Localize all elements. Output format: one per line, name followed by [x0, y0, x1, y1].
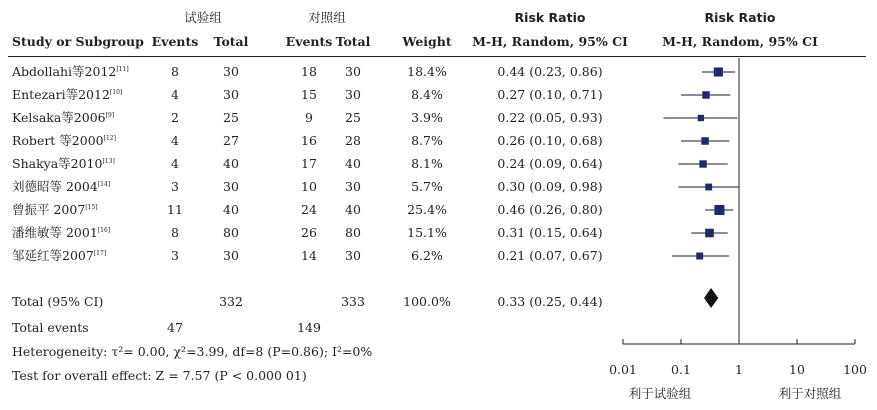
overall-effect-text: Test for overall effect: Z = 7.57 (P < 0.000 01) — [12, 368, 307, 383]
x-tick-label: 0.1 — [671, 362, 691, 377]
study-weight: 8.4% — [411, 87, 443, 102]
study-name: 潘维敏等 2001[16] — [12, 225, 111, 240]
study-total-ctrl: 40 — [345, 156, 361, 171]
study-total-exp: 30 — [223, 64, 239, 79]
study-effect-square — [705, 184, 712, 191]
study-total-ctrl: 30 — [345, 64, 361, 79]
total-ctrl-header: Total — [335, 34, 371, 49]
study-weight: 8.1% — [411, 156, 443, 171]
pooled-effect-diamond — [704, 288, 718, 308]
x-tick-label: 1 — [735, 362, 743, 377]
study-total-exp: 40 — [223, 156, 239, 171]
total-row-weight: 100.0% — [403, 294, 451, 309]
total-events-exp: 47 — [167, 320, 183, 335]
total-exp-header: Total — [213, 34, 249, 49]
x-tick-label: 100 — [843, 362, 867, 377]
study-reference: [14] — [97, 181, 111, 188]
study-weight: 6.2% — [411, 248, 443, 263]
favours-control-label: 利于对照组 — [778, 386, 842, 401]
study-effect-square — [702, 91, 709, 98]
study-name: 曾振平 2007[15] — [12, 202, 98, 217]
study-total-ctrl: 40 — [345, 202, 361, 217]
study-reference: [17] — [93, 250, 107, 257]
study-events-exp: 8 — [171, 225, 179, 240]
total-row-total-ctrl: 333 — [341, 294, 365, 309]
risk-ratio-header-right: Risk Ratio — [704, 10, 776, 25]
study-weight: 18.4% — [407, 64, 447, 79]
study-events-exp: 8 — [171, 64, 179, 79]
study-total-exp: 27 — [223, 133, 239, 148]
study-effect-square — [714, 67, 723, 76]
study-reference: [9] — [105, 112, 115, 119]
total-row-total-exp: 332 — [219, 294, 243, 309]
study-reference: [13] — [102, 158, 115, 165]
x-tick-label: 0.01 — [609, 362, 637, 377]
study-ci: 0.27 (0.10, 0.71) — [497, 87, 603, 102]
study-reference: [11] — [116, 66, 129, 73]
study-events-exp: 4 — [171, 133, 179, 148]
study-ci: 0.26 (0.10, 0.68) — [497, 133, 603, 148]
study-name: 邹延红等2007[17] — [12, 248, 107, 263]
x-tick-label: 10 — [789, 362, 805, 377]
study-name: 刘德昭等 2004[14] — [12, 179, 111, 194]
study-name: Abdollahi等2012[11] — [12, 64, 129, 79]
study-total-exp: 30 — [223, 87, 239, 102]
method-header-right: M-H, Random, 95% CI — [662, 34, 818, 49]
study-effect-square — [705, 229, 714, 238]
study-events-exp: 2 — [171, 110, 179, 125]
total-row-ci: 0.33 (0.25, 0.44) — [497, 294, 603, 309]
study-total-exp: 80 — [223, 225, 239, 240]
study-total-ctrl: 80 — [345, 225, 361, 240]
study-reference: [10] — [109, 89, 123, 96]
study-effect-square — [714, 205, 724, 215]
study-weight: 8.7% — [411, 133, 443, 148]
study-ci: 0.24 (0.09, 0.64) — [497, 156, 603, 171]
study-total-exp: 30 — [223, 248, 239, 263]
study-effect-square — [698, 115, 704, 121]
study-ci: 0.21 (0.07, 0.67) — [497, 248, 603, 263]
study-name: Kelsaka等2006[9] — [12, 110, 115, 125]
heterogeneity-text: Heterogeneity: τ²= 0.00, χ²=3.99, df=8 (P=0.86); I²=0% — [12, 344, 373, 359]
study-weight: 25.4% — [407, 202, 447, 217]
study-events-ctrl: 15 — [301, 87, 317, 102]
study-weight: 15.1% — [407, 225, 447, 240]
group-header-control: 对照组 — [308, 10, 346, 25]
study-effect-square — [699, 160, 706, 167]
study-total-exp: 25 — [223, 110, 239, 125]
study-weight: 5.7% — [411, 179, 443, 194]
method-header-left: M-H, Random, 95% CI — [472, 34, 628, 49]
study-ci: 0.22 (0.05, 0.93) — [497, 110, 603, 125]
study-reference: [12] — [103, 135, 116, 142]
study-events-ctrl: 16 — [301, 133, 317, 148]
study-name: Shakya等2010[13] — [12, 156, 115, 171]
study-events-ctrl: 14 — [301, 248, 317, 263]
study-events-ctrl: 26 — [301, 225, 317, 240]
study-ci: 0.44 (0.23, 0.86) — [497, 64, 603, 79]
study-events-exp: 4 — [171, 87, 179, 102]
study-weight: 3.9% — [411, 110, 443, 125]
study-events-ctrl: 17 — [301, 156, 317, 171]
study-total-ctrl: 30 — [345, 87, 361, 102]
favours-experimental-label: 利于试验组 — [628, 386, 692, 401]
study-total-ctrl: 28 — [345, 133, 361, 148]
risk-ratio-header-left: Risk Ratio — [514, 10, 586, 25]
study-ci: 0.30 (0.09, 0.98) — [497, 179, 603, 194]
weight-header: Weight — [402, 34, 452, 49]
group-header-experimental: 试验组 — [184, 10, 222, 25]
study-events-ctrl: 18 — [301, 64, 317, 79]
study-name: Robert 等2000[12] — [12, 133, 116, 148]
study-total-exp: 30 — [223, 179, 239, 194]
study-reference: [16] — [97, 227, 111, 234]
study-events-exp: 3 — [171, 248, 179, 263]
study-events-ctrl: 10 — [301, 179, 317, 194]
study-column-header: Study or Subgroup — [12, 34, 144, 49]
study-events-ctrl: 24 — [301, 202, 317, 217]
events-ctrl-header: Events — [285, 34, 333, 49]
study-events-ctrl: 9 — [305, 110, 313, 125]
total-events-label: Total events — [12, 320, 89, 335]
study-total-ctrl: 30 — [345, 248, 361, 263]
study-name: Entezari等2012[10] — [12, 87, 123, 102]
events-exp-header: Events — [151, 34, 199, 49]
study-total-ctrl: 30 — [345, 179, 361, 194]
total-events-ctrl: 149 — [297, 320, 321, 335]
study-total-ctrl: 25 — [345, 110, 361, 125]
study-effect-square — [701, 137, 709, 145]
study-total-exp: 40 — [223, 202, 239, 217]
study-events-exp: 4 — [171, 156, 179, 171]
study-reference: [15] — [85, 204, 98, 211]
total-row-label: Total (95% CI) — [12, 294, 104, 309]
study-ci: 0.31 (0.15, 0.64) — [497, 225, 603, 240]
study-events-exp: 11 — [167, 202, 183, 217]
study-effect-square — [696, 253, 703, 260]
study-events-exp: 3 — [171, 179, 179, 194]
study-ci: 0.46 (0.26, 0.80) — [497, 202, 603, 217]
